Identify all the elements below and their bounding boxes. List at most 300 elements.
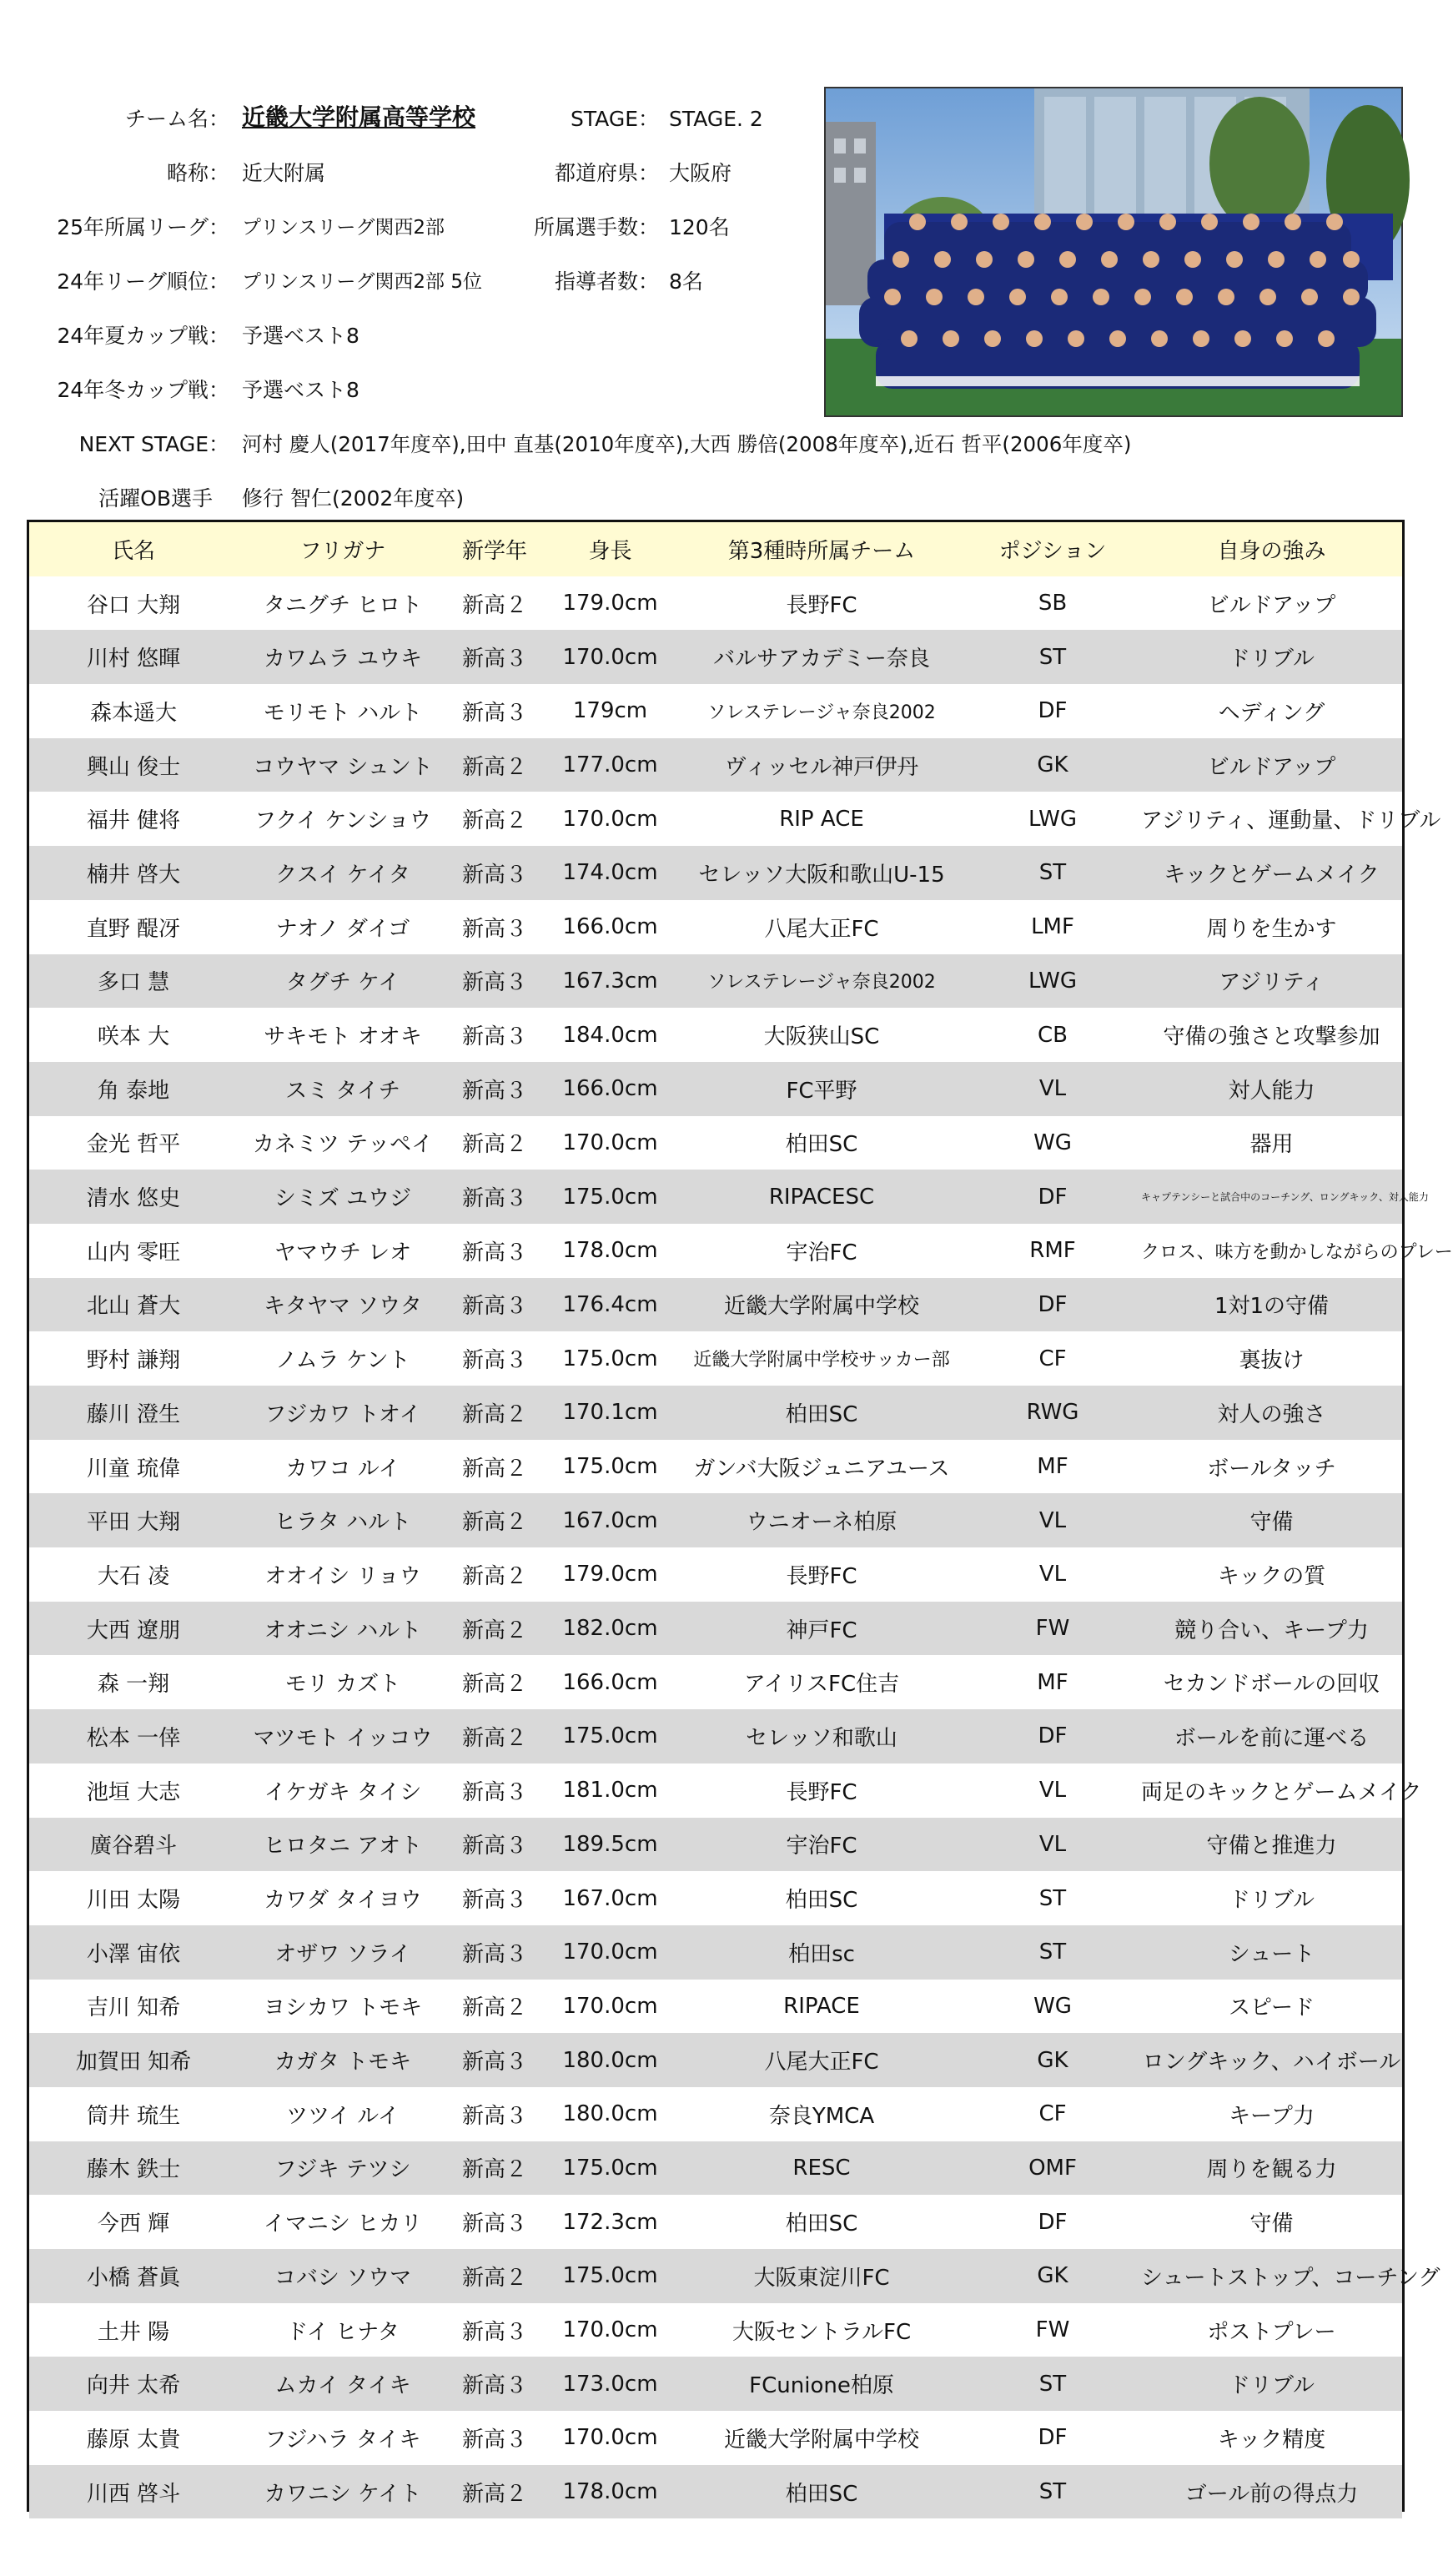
position-cell: ST xyxy=(1038,1885,1067,1911)
junior-team-cell: 長野FC xyxy=(786,592,857,618)
strength-cell: シュート xyxy=(1228,1941,1315,1967)
junior-team-cell: 宇治FC xyxy=(786,1834,857,1859)
furigana-cell: フジカワ トオイ xyxy=(264,1401,421,1427)
strength-cell: ヘディング xyxy=(1218,700,1325,726)
position-cell: DF xyxy=(1038,2425,1068,2451)
furigana-cell: スミ タイチ xyxy=(285,1078,400,1104)
furigana-cell: シミズ ユウジ xyxy=(274,1186,412,1212)
height-cell: 170.0cm xyxy=(562,806,658,832)
position-cell: GK xyxy=(1037,752,1068,778)
furigana-cell: イマニシ ヒカリ xyxy=(263,2211,423,2237)
furigana-cell: カワコ ルイ xyxy=(285,1456,400,1482)
strength-cell: 裏抜け xyxy=(1239,1348,1305,1374)
league-2025-label: 25年所属リーグ： xyxy=(57,215,229,239)
table-row xyxy=(29,1440,1402,1494)
furigana-cell: カガタ トモキ xyxy=(274,2050,412,2075)
table-row xyxy=(29,630,1402,684)
rank-2024-label: 24年リーグ順位： xyxy=(57,269,229,294)
table-row xyxy=(29,846,1402,900)
table-row xyxy=(29,900,1402,954)
summer-cup-label: 24年夏カップ戦： xyxy=(57,324,229,348)
grade-cell: 新高２ xyxy=(461,1456,527,1482)
height-cell: 174.0cm xyxy=(562,860,658,886)
junior-team-cell: 近畿大学附属中学校 xyxy=(723,1294,919,1320)
grade-cell: 新高２ xyxy=(461,1995,527,2021)
coaches-count-label: 指導者数： xyxy=(554,269,659,294)
height-cell: 179cm xyxy=(572,698,648,724)
junior-team-cell: RIPACESC xyxy=(768,1184,875,1210)
table-row xyxy=(29,1602,1402,1656)
grade-cell: 新高２ xyxy=(461,2157,527,2183)
table-row xyxy=(29,1709,1402,1763)
height-cell: 179.0cm xyxy=(562,1562,658,1587)
player-name-cell: 池垣 大志 xyxy=(86,1779,181,1805)
junior-team-cell: ウニオーネ柏原 xyxy=(746,1510,897,1536)
position-cell: LWG xyxy=(1028,968,1077,994)
position-cell: CF xyxy=(1038,1346,1067,1371)
furigana-cell: キタヤマ ソウタ xyxy=(264,1294,422,1320)
height-cell: 166.0cm xyxy=(562,1669,658,1695)
position-cell: MF xyxy=(1037,1454,1068,1480)
position-cell: VL xyxy=(1038,1831,1067,1857)
player-name-cell: 川西 啓斗 xyxy=(86,2481,181,2507)
grade-cell: 新高３ xyxy=(461,1888,527,1914)
table-row xyxy=(29,1925,1402,1980)
junior-team-cell: 柏田sc xyxy=(788,1941,855,1967)
grade-cell: 新高２ xyxy=(461,592,527,618)
header-furigana-cell: フリガナ xyxy=(299,538,386,564)
height-cell: 189.5cm xyxy=(562,1831,658,1857)
strength-cell: ボールタッチ xyxy=(1207,1456,1336,1482)
short-name-value: 近大附属 xyxy=(242,161,326,185)
strength-cell: 器用 xyxy=(1249,1132,1294,1158)
table-row xyxy=(29,2465,1402,2519)
table-row xyxy=(29,792,1441,846)
height-cell: 166.0cm xyxy=(562,914,658,940)
player-name-cell: 角 泰地 xyxy=(97,1078,170,1104)
furigana-cell: ヨシカワ トモキ xyxy=(263,1995,423,2021)
junior-team-cell: 大阪東淀川FC xyxy=(753,2265,890,2291)
table-row xyxy=(29,1763,1422,1818)
player-name-cell: 向井 太希 xyxy=(86,2373,181,2399)
grade-cell: 新高３ xyxy=(461,1348,527,1374)
strength-cell: キック精度 xyxy=(1217,2427,1326,2453)
position-cell: FW xyxy=(1035,1616,1070,1642)
team-name-label: チーム名： xyxy=(124,107,229,131)
roster-table xyxy=(27,520,1453,2512)
stage-value: STAGE. 2 xyxy=(669,107,763,131)
grade-cell: 新高３ xyxy=(461,1779,527,1805)
strength-cell: ゴール前の得点力 xyxy=(1184,2481,1359,2507)
junior-team-cell: RIP ACE xyxy=(779,806,864,832)
height-cell: 175.0cm xyxy=(562,1184,658,1210)
stage-label: STAGE： xyxy=(570,107,659,131)
strength-cell: アジリティ、運動量、ドリブル xyxy=(1141,808,1441,834)
table-row xyxy=(29,1871,1402,1925)
furigana-cell: コバシ ソウマ xyxy=(274,2265,412,2291)
furigana-cell: ムカイ タイキ xyxy=(274,2373,411,2399)
position-cell: VL xyxy=(1038,1076,1067,1102)
player-name-cell: 吉川 知希 xyxy=(86,1995,181,2021)
height-cell: 170.0cm xyxy=(562,1993,658,2019)
furigana-cell: ヒラタ ハルト xyxy=(274,1510,411,1536)
height-cell: 170.0cm xyxy=(562,2425,658,2451)
strength-cell: キックの質 xyxy=(1217,1563,1326,1589)
junior-team-cell: ソレステレージャ奈良2002 xyxy=(707,702,936,723)
table-row xyxy=(29,2249,1440,2303)
position-cell: ST xyxy=(1038,2371,1067,2397)
next-stage-label: NEXT STAGE： xyxy=(78,432,229,456)
table-row xyxy=(29,1493,1402,1547)
junior-team-cell: 長野FC xyxy=(786,1779,857,1805)
position-cell: VL xyxy=(1038,1562,1067,1587)
table-row xyxy=(29,2411,1402,2465)
player-name-cell: 咲本 大 xyxy=(97,1024,170,1050)
height-cell: 175.0cm xyxy=(562,2155,658,2181)
height-cell: 173.0cm xyxy=(562,2371,658,2397)
strength-cell: キックとゲームメイク xyxy=(1164,862,1380,888)
player-name-cell: 松本 一倖 xyxy=(86,1725,181,1751)
furigana-cell: オオイシ リョウ xyxy=(264,1563,421,1589)
table-row xyxy=(29,1116,1402,1170)
grade-cell: 新高３ xyxy=(461,700,527,726)
table-row xyxy=(29,1170,1429,1224)
height-cell: 175.0cm xyxy=(562,1346,658,1371)
table-row xyxy=(29,1008,1402,1062)
furigana-cell: フジキ テツシ xyxy=(274,2157,411,2183)
grade-cell: 新高２ xyxy=(461,2481,527,2507)
prefecture-label: 都道府県： xyxy=(554,161,659,185)
height-cell: 167.0cm xyxy=(562,1507,658,1533)
junior-team-cell: 柏田SC xyxy=(785,2481,858,2507)
header-position-cell: ポジション xyxy=(998,538,1107,564)
furigana-cell: ヒロタニ アオト xyxy=(263,1834,422,1859)
height-cell: 178.0cm xyxy=(562,1238,658,1264)
position-cell: SB xyxy=(1038,591,1068,616)
strength-cell: 対人の強さ xyxy=(1217,1401,1326,1427)
position-cell: DF xyxy=(1038,1723,1068,1749)
junior-team-cell: アイリスFC住吉 xyxy=(743,1672,900,1698)
furigana-cell: オオニシ ハルト xyxy=(264,1618,422,1643)
table-row xyxy=(29,2087,1402,2141)
grade-cell: 新高３ xyxy=(461,2103,527,2129)
grade-cell: 新高２ xyxy=(461,754,527,780)
table-row xyxy=(29,2033,1402,2087)
rank-2024-value: プリンスリーグ関西2部 5位 xyxy=(242,271,482,293)
junior-team-cell: 大阪セントラルFC xyxy=(732,2319,912,2345)
furigana-cell: ノムラ ケント xyxy=(275,1348,410,1374)
height-cell: 167.3cm xyxy=(562,968,658,994)
grade-cell: 新高３ xyxy=(461,1294,527,1320)
furigana-cell: イケガキ タイシ xyxy=(264,1779,422,1805)
player-name-cell: 川村 悠暉 xyxy=(86,647,181,672)
junior-team-cell: 八尾大正FC xyxy=(764,916,879,942)
height-cell: 180.0cm xyxy=(562,2101,658,2127)
furigana-cell: フジハラ タイキ xyxy=(264,2427,421,2453)
junior-team-cell: 柏田SC xyxy=(785,1132,858,1158)
position-cell: LWG xyxy=(1028,806,1077,832)
strength-cell: キープ力 xyxy=(1229,2103,1315,2129)
grade-cell: 新高３ xyxy=(461,1078,527,1104)
junior-team-cell: RESC xyxy=(792,2155,851,2181)
furigana-cell: タニグチ ヒロト xyxy=(263,592,423,618)
player-name-cell: 興山 俊士 xyxy=(86,754,181,780)
height-cell: 181.0cm xyxy=(562,1778,658,1804)
strength-cell: ロングキック、ハイボール xyxy=(1142,2050,1401,2075)
height-cell: 176.4cm xyxy=(562,1291,658,1317)
position-cell: DF xyxy=(1038,1291,1068,1317)
header-strength-cell: 自身の強み xyxy=(1217,538,1326,564)
furigana-cell: カワダ タイヨウ xyxy=(264,1888,422,1914)
table-row xyxy=(29,1818,1402,1872)
strength-cell: ドリブル xyxy=(1229,2373,1315,2399)
grade-cell: 新高３ xyxy=(461,2319,527,2345)
height-cell: 170.0cm xyxy=(562,2317,658,2343)
grade-cell: 新高３ xyxy=(461,970,527,996)
junior-team-cell: バルサアカデミー奈良 xyxy=(713,647,930,672)
position-cell: WG xyxy=(1033,1130,1072,1155)
player-name-cell: 谷口 大翔 xyxy=(86,592,181,618)
grade-cell: 新高３ xyxy=(461,2427,527,2453)
junior-team-cell: 八尾大正FC xyxy=(764,2050,879,2075)
player-name-cell: 多口 慧 xyxy=(97,970,170,996)
table-row xyxy=(29,1224,1453,1278)
junior-team-cell: FCunione柏原 xyxy=(749,2373,894,2399)
table-row xyxy=(29,1547,1402,1602)
height-cell: 182.0cm xyxy=(562,1616,658,1642)
table-header-row xyxy=(29,522,1402,576)
junior-team-cell: FC平野 xyxy=(786,1078,857,1104)
prefecture-value: 大阪府 xyxy=(669,161,732,185)
furigana-cell: モリ カズト xyxy=(284,1672,401,1698)
strength-cell: 守備 xyxy=(1249,1510,1294,1536)
height-cell: 170.0cm xyxy=(562,1130,658,1155)
furigana-cell: カネミツ テッペイ xyxy=(252,1132,434,1158)
strength-cell: ポストプレー xyxy=(1207,2319,1336,2345)
player-name-cell: 直野 醍冴 xyxy=(86,916,181,942)
grade-cell: 新高３ xyxy=(461,1834,527,1859)
player-name-cell: 筒井 琉生 xyxy=(86,2103,181,2129)
grade-cell: 新高２ xyxy=(461,1401,527,1427)
furigana-cell: クスイ ケイタ xyxy=(275,862,410,888)
grade-cell: 新高２ xyxy=(461,2265,527,2291)
player-name-cell: 今西 輝 xyxy=(97,2211,170,2237)
table-row xyxy=(29,576,1402,631)
furigana-cell: ツツイ ルイ xyxy=(286,2103,400,2129)
player-name-cell: 藤原 太貴 xyxy=(86,2427,181,2453)
strength-cell: ドリブル xyxy=(1229,647,1315,672)
position-cell: DF xyxy=(1038,2209,1068,2235)
position-cell: WG xyxy=(1033,1993,1072,2019)
header-player-name-cell: 氏名 xyxy=(111,538,155,564)
grade-cell: 新高２ xyxy=(461,808,527,834)
player-name-cell: 平田 大翔 xyxy=(86,1510,181,1536)
player-name-cell: 小澤 宙依 xyxy=(86,1941,181,1967)
position-cell: ST xyxy=(1038,860,1067,886)
height-cell: 175.0cm xyxy=(562,2263,658,2289)
grade-cell: 新高３ xyxy=(461,2373,527,2399)
table-row xyxy=(29,2141,1402,2196)
player-name-cell: 土井 陽 xyxy=(97,2319,170,2345)
junior-team-cell: RIPACE xyxy=(783,1993,860,2019)
junior-team-cell: 神戸FC xyxy=(786,1618,857,1643)
players-count-value: 120名 xyxy=(669,215,730,239)
player-name-cell: 楠井 啓大 xyxy=(86,862,181,888)
table-row xyxy=(29,684,1402,738)
furigana-cell: サキモト オオキ xyxy=(264,1024,422,1050)
strength-cell: アジリティ xyxy=(1219,970,1325,996)
winter-cup-value: 予選ベスト8 xyxy=(242,378,359,402)
grade-cell: 新高２ xyxy=(461,1132,527,1158)
strength-cell: キャプテンシーと試合中のコーチング、ロングキック、対人能力 xyxy=(1141,1191,1429,1204)
height-cell: 170.0cm xyxy=(562,644,658,670)
junior-team-cell: ヴィッセル神戸伊丹 xyxy=(724,754,919,780)
player-name-cell: 加賀田 知希 xyxy=(75,2050,192,2075)
player-name-cell: 金光 哲平 xyxy=(86,1132,181,1158)
next-stage-value: 河村 慶人(2017年度卒),田中 直基(2010年度卒),大西 勝倍(2008年度卒),近石 哲平(2006年度卒) xyxy=(242,432,1132,456)
player-name-cell: 藤川 澄生 xyxy=(86,1401,181,1427)
table-row xyxy=(29,954,1402,1009)
junior-team-cell: ソレステレージャ奈良2002 xyxy=(707,972,936,994)
table-row xyxy=(29,1655,1402,1709)
grade-cell: 新高３ xyxy=(461,862,527,888)
position-cell: MF xyxy=(1037,1669,1068,1695)
team-photo xyxy=(824,87,1403,417)
strength-cell: 守備 xyxy=(1249,2211,1294,2237)
strength-cell: 周りを生かす xyxy=(1206,916,1337,942)
grade-cell: 新高３ xyxy=(461,2211,527,2237)
junior-team-cell: 長野FC xyxy=(786,1563,857,1589)
strength-cell: ビルドアップ xyxy=(1207,754,1336,780)
ob-players-label: 活躍OB選手 xyxy=(98,486,213,511)
position-cell: RWG xyxy=(1026,1400,1079,1426)
junior-team-cell: 大阪狭山SC xyxy=(763,1024,880,1050)
junior-team-cell: セレッソ和歌山 xyxy=(746,1725,897,1751)
grade-cell: 新高３ xyxy=(461,2050,527,2075)
furigana-cell: オザワ ソライ xyxy=(274,1941,411,1967)
position-cell: VL xyxy=(1038,1507,1067,1533)
junior-team-cell: 柏田SC xyxy=(785,1888,858,1914)
table-row xyxy=(29,738,1402,792)
grade-cell: 新高２ xyxy=(461,1672,527,1698)
summer-cup-value: 予選ベスト8 xyxy=(242,324,359,348)
player-name-cell: 大石 凌 xyxy=(97,1563,170,1589)
height-cell: 172.3cm xyxy=(562,2209,658,2235)
height-cell: 166.0cm xyxy=(562,1076,658,1102)
junior-team-cell: 近畿大学附属中学校サッカー部 xyxy=(693,1350,950,1371)
position-cell: LMF xyxy=(1031,914,1074,940)
strength-cell: 守備の強さと攻撃参加 xyxy=(1163,1024,1380,1050)
player-name-cell: 山内 零旺 xyxy=(86,1240,181,1265)
team-name-value: 近畿大学附属高等学校 xyxy=(242,103,476,131)
winter-cup-label: 24年冬カップ戦： xyxy=(57,378,229,402)
junior-team-cell: 宇治FC xyxy=(786,1240,857,1265)
player-name-cell: 藤木 鉄士 xyxy=(86,2157,181,2183)
strength-cell: セカンドボールの回収 xyxy=(1163,1672,1380,1698)
position-cell: GK xyxy=(1037,2047,1068,2073)
table-row xyxy=(29,1062,1402,1116)
strength-cell: ビルドアップ xyxy=(1207,592,1336,618)
strength-cell: ボールを前に運べる xyxy=(1174,1725,1370,1751)
position-cell: CF xyxy=(1038,2101,1067,2127)
strength-cell: 守備と推進力 xyxy=(1206,1834,1337,1859)
table-row xyxy=(29,2195,1402,2249)
player-name-cell: 野村 謙翔 xyxy=(86,1348,181,1374)
short-name-label: 略称： xyxy=(166,161,229,185)
table-row xyxy=(29,1331,1402,1386)
junior-team-cell: ガンバ大阪ジュニアユース xyxy=(693,1456,950,1482)
player-name-cell: 森 一翔 xyxy=(97,1672,170,1698)
furigana-cell: タグチ ケイ xyxy=(285,970,400,996)
strength-cell: スピード xyxy=(1229,1995,1315,2021)
player-name-cell: 大西 遼朋 xyxy=(86,1618,181,1643)
position-cell: VL xyxy=(1038,1778,1067,1804)
height-cell: 184.0cm xyxy=(562,1022,658,1048)
table-row xyxy=(29,2303,1402,2357)
strength-cell: 両足のキックとゲームメイク xyxy=(1141,1779,1422,1805)
furigana-cell: ドイ ヒナタ xyxy=(286,2319,400,2345)
strength-cell: ドリブル xyxy=(1229,1888,1315,1914)
table-row xyxy=(29,2357,1402,2411)
junior-team-cell: 柏田SC xyxy=(785,2211,858,2237)
position-cell: DF xyxy=(1038,1184,1068,1210)
furigana-cell: カワニシ ケイト xyxy=(264,2481,422,2507)
grade-cell: 新高３ xyxy=(461,1186,527,1212)
grade-cell: 新高３ xyxy=(461,1240,527,1265)
grade-cell: 新高３ xyxy=(461,647,527,672)
furigana-cell: ヤマウチ レオ xyxy=(274,1240,412,1265)
height-cell: 170.1cm xyxy=(562,1400,658,1426)
table-row xyxy=(29,1278,1402,1332)
position-cell: FW xyxy=(1035,2317,1070,2343)
position-cell: OMF xyxy=(1028,2155,1077,2181)
table-row xyxy=(29,1980,1402,2034)
furigana-cell: コウヤマ シュント xyxy=(253,754,433,780)
header-junior-team-cell: 第3種時所属チーム xyxy=(727,538,916,564)
height-cell: 178.0cm xyxy=(562,2479,658,2505)
grade-cell: 新高２ xyxy=(461,1618,527,1643)
grade-cell: 新高３ xyxy=(461,1941,527,1967)
grade-cell: 新高３ xyxy=(461,916,527,942)
junior-team-cell: セレッソ大阪和歌山U-15 xyxy=(698,862,945,888)
junior-team-cell: 近畿大学附属中学校 xyxy=(723,2427,919,2453)
position-cell: ST xyxy=(1038,2479,1067,2505)
height-cell: 170.0cm xyxy=(562,1940,658,1965)
league-2025-value: プリンスリーグ関西2部 xyxy=(242,217,445,239)
grade-cell: 新高２ xyxy=(461,1510,527,1536)
coaches-count-value: 8名 xyxy=(669,269,703,294)
height-cell: 175.0cm xyxy=(562,1454,658,1480)
junior-team-cell: 柏田SC xyxy=(785,1401,858,1427)
position-cell: ST xyxy=(1038,644,1067,670)
position-cell: GK xyxy=(1037,2263,1068,2289)
player-name-cell: 廣谷碧斗 xyxy=(89,1834,177,1859)
strength-cell: 対人能力 xyxy=(1228,1078,1315,1104)
junior-team-cell: 奈良YMCA xyxy=(768,2103,875,2129)
height-cell: 180.0cm xyxy=(562,2047,658,2073)
player-name-cell: 川田 太陽 xyxy=(86,1888,181,1914)
player-name-cell: 森本遥大 xyxy=(89,700,177,726)
header-height-cell: 身長 xyxy=(588,538,632,564)
ob-players-value: 修行 智仁(2002年度卒) xyxy=(242,486,465,511)
height-cell: 177.0cm xyxy=(562,752,658,778)
height-cell: 179.0cm xyxy=(562,591,658,616)
player-name-cell: 福井 健将 xyxy=(86,808,181,834)
height-cell: 167.0cm xyxy=(562,1885,658,1911)
header-grade-cell: 新学年 xyxy=(461,538,527,564)
grade-cell: 新高２ xyxy=(461,1725,527,1751)
grade-cell: 新高２ xyxy=(461,1563,527,1589)
